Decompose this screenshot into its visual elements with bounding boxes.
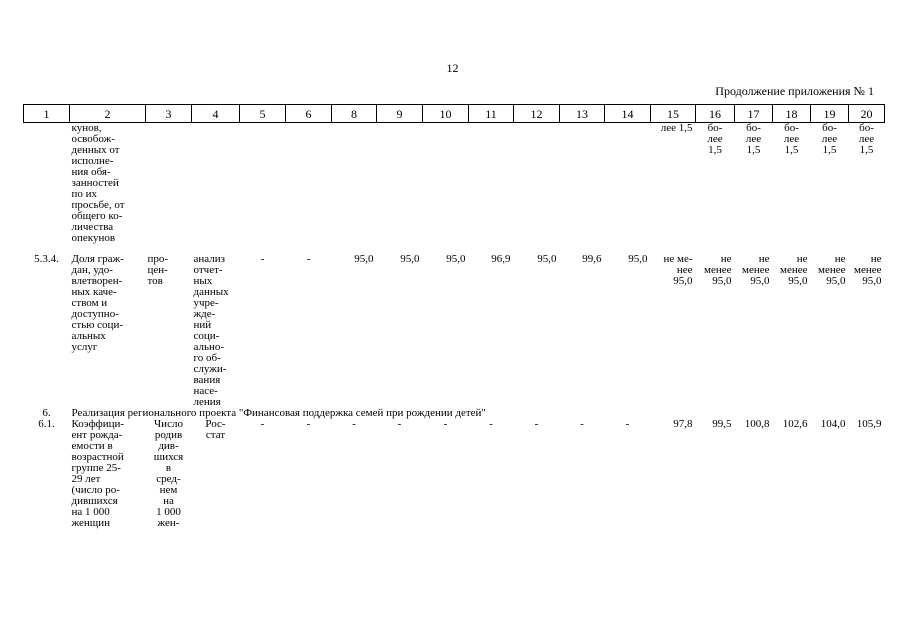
row-number-cell: 5.3.4.	[34, 253, 59, 265]
header-cell: 12	[514, 105, 560, 123]
value-cell: не менее 95,0	[742, 253, 770, 287]
section-title-cell: Реализация регионального проекта "Финансовая поддержка семей при рождении детей"	[71, 407, 486, 419]
indicator-name-cell: кунов, освобож- денных от исполне- ния обя- занностей по их просьбе, от общего ко- личества опекунов	[71, 122, 125, 244]
value-cell: 102,6	[782, 418, 808, 430]
value-cell: -	[580, 418, 584, 430]
header-cell: 5	[240, 105, 286, 123]
header-cell: 9	[377, 105, 423, 123]
header-cell: 10	[423, 105, 469, 123]
value-cell: бо- лее 1,5	[858, 122, 875, 156]
header-cell: 2	[70, 105, 146, 123]
value-cell: бо- лее 1,5	[783, 122, 800, 156]
header-cell: 20	[849, 105, 885, 123]
table-cell	[514, 123, 560, 255]
header-cell: 16	[696, 105, 735, 123]
value-cell: 99,6	[582, 253, 602, 265]
table-cell	[192, 123, 240, 255]
value-cell: не менее 95,0	[818, 253, 846, 287]
value-cell: -	[352, 418, 356, 430]
header-cell: 14	[605, 105, 651, 123]
value-cell: -	[260, 418, 265, 430]
value-cell: 97,8	[673, 418, 693, 430]
table-cell	[146, 123, 192, 255]
header-cell: 13	[560, 105, 605, 123]
value-cell: -	[625, 418, 630, 430]
value-cell: -	[534, 418, 539, 430]
value-cell: не менее 95,0	[854, 253, 882, 287]
value-cell: -	[260, 253, 265, 265]
indicators-table	[23, 104, 885, 529]
table-cell	[560, 123, 605, 255]
value-cell: 95,0	[400, 253, 420, 265]
header-cell: 15	[651, 105, 696, 123]
source-cell: анализ отчет- ных данных учре- жде- ний соци- ально- го об- служи- вания насе- ления	[193, 253, 229, 408]
page-number: 12	[446, 61, 459, 75]
value-cell: 99,5	[712, 418, 732, 430]
table-cell	[286, 123, 332, 255]
indicator-name-cell: Доля граж- дан, удо- влетворен- ных каче- ством и доступно- стью соци- альных услуг	[71, 253, 124, 353]
value-cell: бо- лее 1,5	[745, 122, 762, 156]
value-cell: не ме- нее 95,0	[663, 253, 693, 287]
appendix-continuation-label: Продолжение приложения № 1	[715, 84, 874, 98]
value-cell: лее 1,5	[660, 122, 693, 134]
header-cell: 4	[192, 105, 240, 123]
table-cell	[240, 123, 286, 255]
table-cell	[605, 123, 651, 255]
value-cell: -	[397, 418, 402, 430]
header-cell: 8	[332, 105, 377, 123]
value-cell: 104,0	[820, 418, 846, 430]
header-cell: 1	[24, 105, 70, 123]
section-number-cell: 6.	[42, 407, 51, 419]
header-row	[24, 105, 885, 123]
value-cell: 95,0	[628, 253, 648, 265]
table-row	[24, 419, 885, 529]
value-cell: -	[489, 418, 493, 430]
unit-cell: про- цен- тов	[147, 253, 169, 287]
value-cell: 100,8	[744, 418, 770, 430]
value-cell: -	[306, 253, 311, 265]
header-cell: 17	[735, 105, 773, 123]
header-cell: 11	[469, 105, 514, 123]
header-cell: 18	[773, 105, 811, 123]
unit-cell: Число родив див- шихся в сред- нем на 1 000 жен-	[153, 418, 184, 529]
value-cell: не менее 95,0	[704, 253, 732, 287]
value-cell: 95,0	[537, 253, 557, 265]
value-cell: 95,0	[354, 253, 374, 265]
value-cell: 95,0	[446, 253, 466, 265]
table-cell	[469, 123, 514, 255]
value-cell: не менее 95,0	[780, 253, 808, 287]
table-cell	[377, 123, 423, 255]
value-cell: 96,9	[491, 253, 511, 265]
header-cell: 6	[286, 105, 332, 123]
table-cell	[24, 123, 70, 255]
value-cell: 105,9	[856, 418, 882, 430]
row-number-cell: 6.1.	[38, 418, 55, 430]
table-row	[24, 123, 885, 255]
table-row	[24, 254, 885, 408]
value-cell: -	[443, 418, 448, 430]
source-cell: Рос- стат	[205, 418, 226, 441]
table-cell	[423, 123, 469, 255]
value-cell: -	[306, 418, 311, 430]
value-cell: бо- лее 1,5	[707, 122, 723, 156]
indicator-name-cell: Коэффици- ент рожда- емости в возрастной группе 25- 29 лет (число ро- дившихся на 1 000 женщин	[71, 418, 125, 529]
table-cell	[332, 123, 377, 255]
value-cell: бо- лее 1,5	[821, 122, 838, 156]
header-cell: 3	[146, 105, 192, 123]
header-cell: 19	[811, 105, 849, 123]
